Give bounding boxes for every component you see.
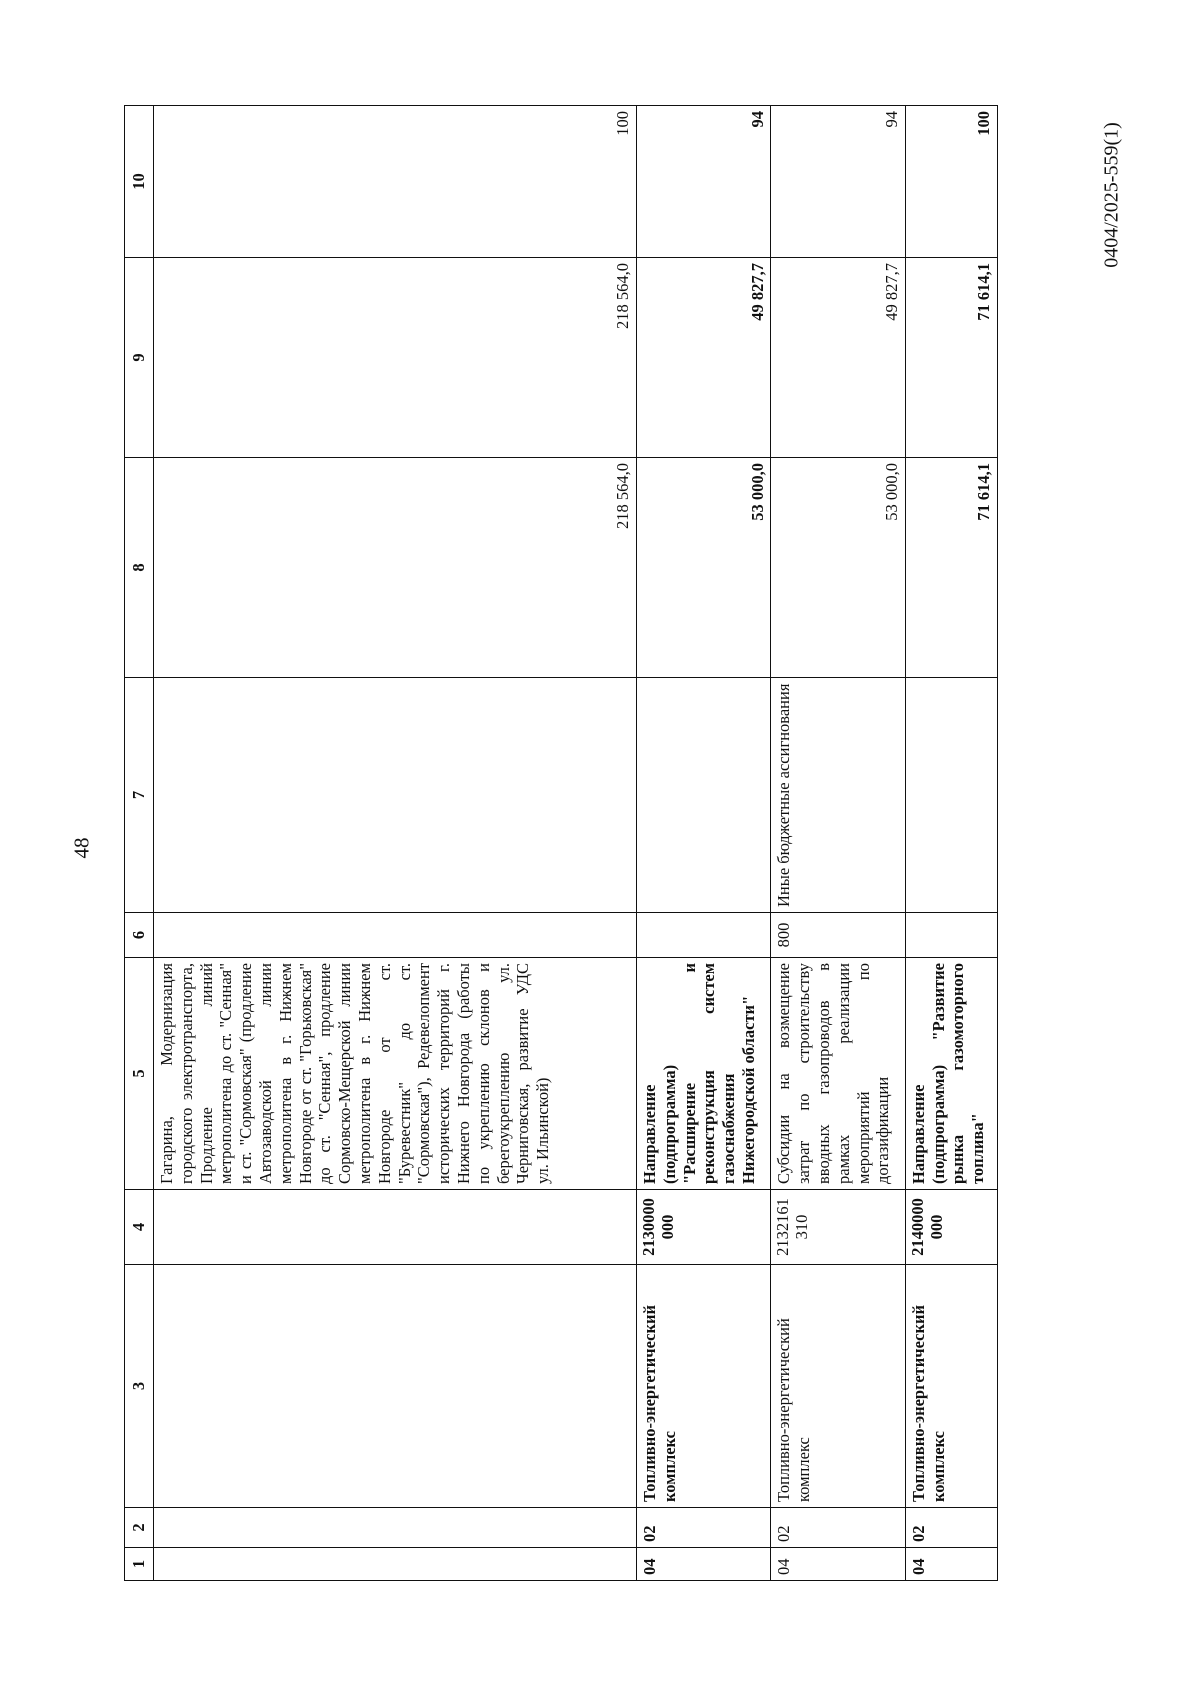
cell-executed: 49 827,7 [637, 258, 771, 458]
cell-description: Гагарина, Модернизация городского электротранспорта, Продление линий метрополитена до ст. "Сенная" и ст. "Сормовская" (продление Автозаводской линии метрополитена в г. Нижнем Новгороде от ст. "Горьковская" до ст. "Сенная", продление Сормовско-Мещерской линии метрополитена в г. Нижнем Новгороде от ст. "Буревестник" до ст. "Сормовская"), Редевелопмент исторических территорий г. Нижнего Новгорода (работы по укреплению склонов и берегоукреплению ул. Черниговская, развитие УДС ул. Ильинской) [154, 958, 637, 1190]
cell-percent: 100 [905, 106, 997, 258]
cell-expense-type [637, 913, 771, 958]
header-col-10: 10 [125, 106, 154, 258]
cell-planned: 218 564,0 [154, 458, 637, 678]
header-col-3: 3 [125, 1265, 154, 1508]
cell-planned: 71 614,1 [905, 458, 997, 678]
cell-percent: 94 [771, 106, 905, 258]
header-row [125, 106, 154, 1581]
header-col-8: 8 [125, 458, 154, 678]
cell-percent: 100 [154, 106, 637, 258]
header-col-1: 1 [125, 1548, 154, 1581]
cell-target-code: 2132161 310 [771, 1190, 905, 1265]
cell-description: Направление (подпрограмма) "Расширение и реконструкция систем газоснабжения Нижегородской области" [637, 958, 771, 1190]
cell-percent: 94 [637, 106, 771, 258]
cell-subsection: 02 [637, 1508, 771, 1548]
header-col-2: 2 [125, 1508, 154, 1548]
cell-expense-type [154, 913, 637, 958]
cell-expense-type [905, 913, 997, 958]
cell-subsection [154, 1508, 637, 1548]
page-number: 48 [69, 837, 94, 859]
cell-expense-name [154, 678, 637, 913]
table-row [154, 106, 637, 1581]
header-col-5: 5 [125, 958, 154, 1190]
cell-target-code [154, 1190, 637, 1265]
cell-expense-type: 800 [771, 913, 905, 958]
header-col-9: 9 [125, 258, 154, 458]
cell-target-code: 2140000 000 [905, 1190, 997, 1265]
header-col-4: 4 [125, 1190, 154, 1265]
cell-target-code: 2130000 000 [637, 1190, 771, 1265]
cell-sector [154, 1265, 637, 1508]
cell-planned: 53 000,0 [637, 458, 771, 678]
cell-description: Субсидии на возмещение затрат по строительству вводных газопроводов в рамках реализации мероприятий по догазификации [771, 958, 905, 1190]
cell-expense-name: Иные бюджетные ассигнования [771, 678, 905, 913]
cell-planned: 53 000,0 [771, 458, 905, 678]
table-container [124, 106, 998, 1581]
header-col-7: 7 [125, 678, 154, 913]
cell-expense-name [905, 678, 997, 913]
budget-table [124, 105, 998, 1581]
cell-sector: Топливно-энергетический комплекс [637, 1265, 771, 1508]
cell-description: Направление (подпрограмма) "Развитие рынка газомоторного топлива" [905, 958, 997, 1190]
cell-sector: Топливно-энергетический комплекс [905, 1265, 997, 1508]
cell-section: 04 [771, 1548, 905, 1581]
cell-expense-name [637, 678, 771, 913]
table-row [637, 106, 771, 1581]
table-row [905, 106, 997, 1581]
cell-section [154, 1548, 637, 1581]
cell-executed: 218 564,0 [154, 258, 637, 458]
cell-section: 04 [905, 1548, 997, 1581]
table-row [771, 106, 905, 1581]
cell-executed: 49 827,7 [771, 258, 905, 458]
cell-subsection: 02 [905, 1508, 997, 1548]
header-col-6: 6 [125, 913, 154, 958]
document-code: 0404/2025-559(1) [1100, 122, 1123, 268]
cell-section: 04 [637, 1548, 771, 1581]
cell-subsection: 02 [771, 1508, 905, 1548]
cell-sector: Топливно-энергетический комплекс [771, 1265, 905, 1508]
cell-executed: 71 614,1 [905, 258, 997, 458]
